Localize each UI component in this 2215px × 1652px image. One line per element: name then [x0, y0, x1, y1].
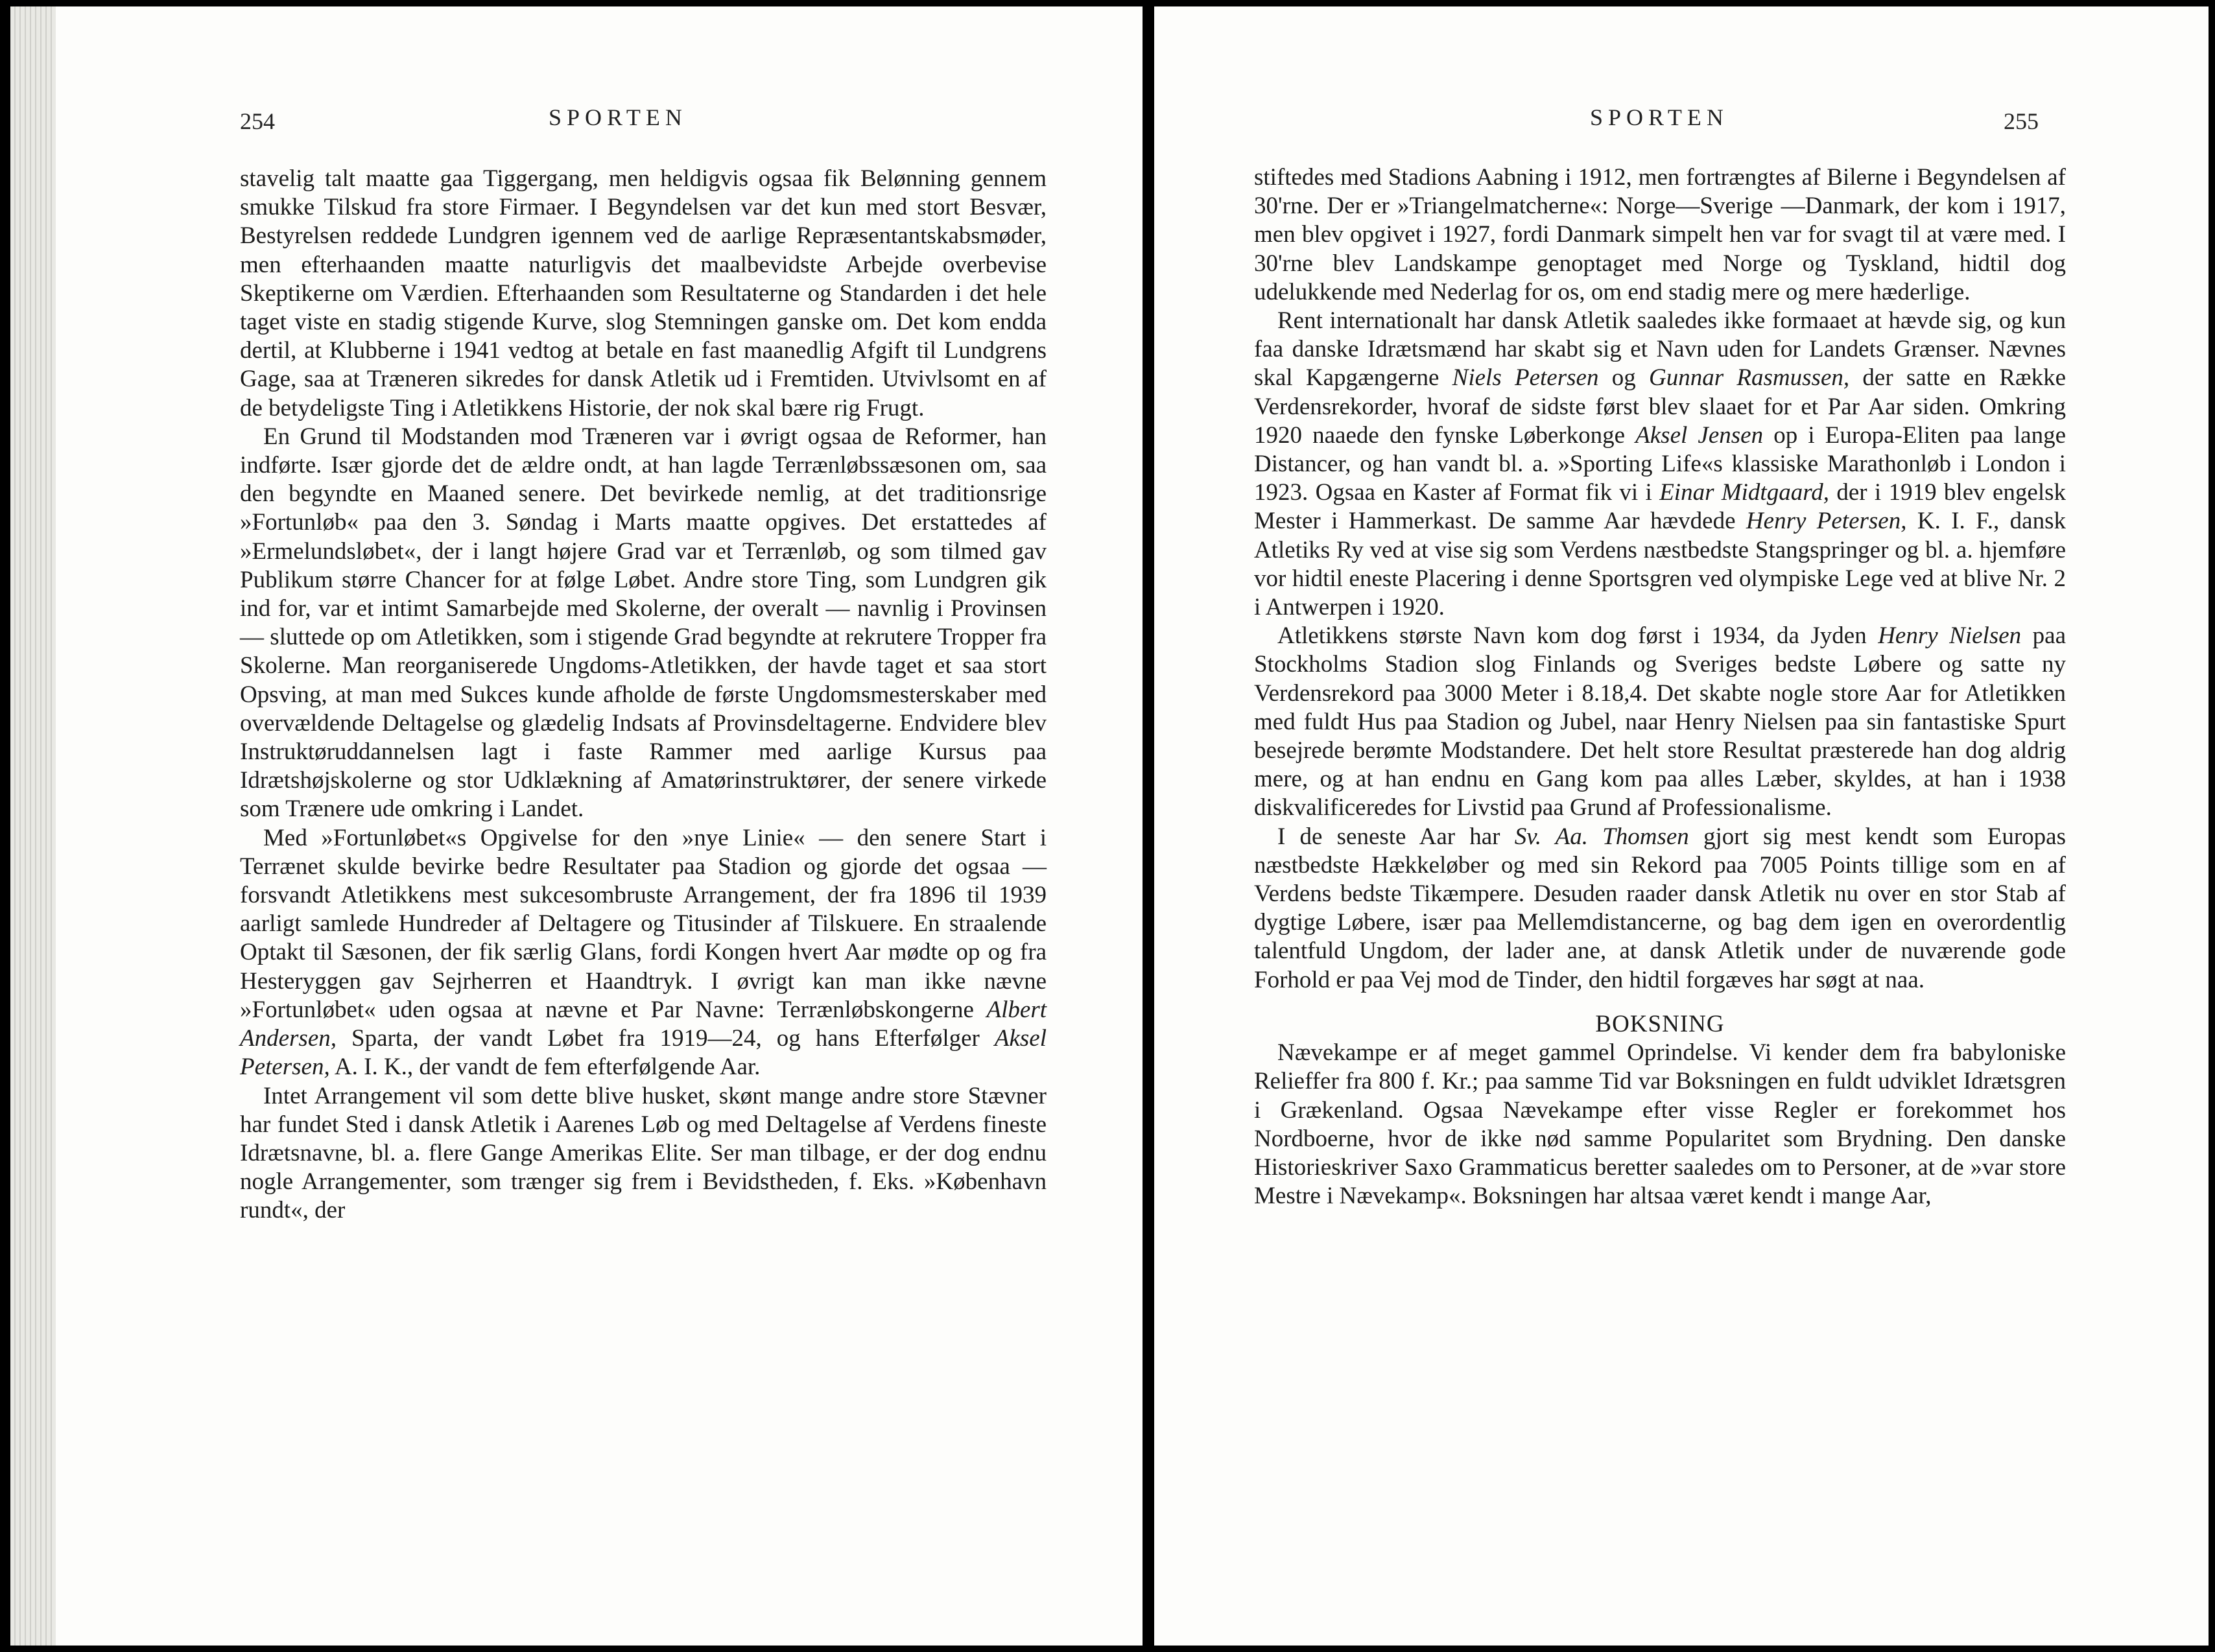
- text-run: gjort sig mest kendt som Europas næstbedste Hækkeløber og med sin Rekord paa 7005 Points tillige som en af Verdens bedste Tikæmpere. Desuden raader dansk Atletik nu over en stor Stab af dygtige Løbere, især paa Mellemdistancerne, og bag dem igen en overordentlig talentfuld Ungdom, der lader ane, at dansk Atletik under de nuværende gode Forhold er paa Vej mod de Tinder, den hidtil forgæves har søgt at naa.: [1254, 823, 2066, 993]
- italic-name: Henry Nielsen: [1878, 622, 2022, 650]
- text-run: stavelig talt maatte gaa Tiggergang, men heldigvis ogsaa fik Belønning gennem smukke Tilskud fra store Firmaer. I Begyndelsen var det kun med stort Besvær, Bestyrelsen reddede Lundgren igennem ved de aarlige Repræsentantskabsmøder, men efterhaanden maatte naturligvis det maalbevidste Arbejde overbevise Skeptikerne om Værdien. Efterhaanden som Resultaterne og Standarden i det hele taget viste en stadig stigende Kurve, slog Stemningen ganske om. Det kom endda dertil, at Klubberne i 1941 vedtog at betale en fast maanedlig Afgift til Lundgrens Gage, saa at Træneren sikredes for dansk Atletik ud i Fremtiden. Utvivlsomt en af de betydeligste Ting i Atletikkens Historie, der nok skal bære rig Frugt.: [240, 165, 1047, 421]
- italic-name: Albert Andersen,: [240, 996, 1047, 1052]
- text-run: A. I. K., der vandt de fem efterfølgende Aar.: [329, 1054, 761, 1081]
- italic-name: Einar Midtgaard,: [1659, 479, 1829, 506]
- paragraph: [1254, 823, 2066, 995]
- text-run: K. I. F., dansk Atletiks Ry ved at vise sig som Verdens næstbedste Stangspringer og bl. a. hjemføre vor hidtil eneste Placering i denne Sportsgren ved olympiske Lege ved at blive Nr. 2 i Antwerpen i 1920.: [1254, 508, 2066, 621]
- text-run: I de seneste Aar har: [1277, 823, 1515, 850]
- paragraph: [240, 165, 1047, 423]
- right-page: [1154, 6, 2209, 1646]
- page-number-right: 255: [2004, 108, 2039, 134]
- running-head-left: SPORTEN: [549, 104, 687, 130]
- text-run: Sparta, der vandt Løbet fra 1919—24, og hans Efterfølger: [337, 1025, 995, 1052]
- text-run: Nævekampe er af meget gammel Oprindelse. Vi kender dem fra babyloniske Relieffer fra 800 f. Kr.; paa samme Tid var Boksningen en fuldt udviklet Idrætsgren i Grækenland. Ogsaa Nævekampe efter visse Regler er forekommet hos Nordboerne, hvor de ikke nød samme Popularitet som Brydning. Den danske Historieskriver Saxo Grammaticus beretter saaledes om to Personer, at de »var store Mestre i Nævekamp«. Boksningen har altsaa været kendt i mange Aar,: [1254, 1039, 2066, 1210]
- text-run: der satte en Række Verdensrekorder, hvoraf de sidste først blev slaaet for et Par Aar siden. Omkring 1920 naaede den fynske Løberkonge: [1254, 364, 2067, 449]
- text-run: op i Europa-Eliten paa lange Distancer, og han vandt bl. a. »Sporting Life«s klassiske Marathonløb i London i 1923. Ogsaa en Kaster af Format fik vi i: [1254, 421, 2066, 506]
- text-run: der i 1919 blev engelsk Mester i Hammerkast. De samme Aar hævdede: [1254, 479, 2067, 535]
- paragraph: [240, 423, 1047, 824]
- text-run: En Grund til Modstanden mod Træneren var i øvrigt ogsaa de Reformer, han indførte. Især gjorde det de ældre ondt, at han lagde Terrænløbssæsonen om, saa den begyndte en Maaned senere. Det bevirkede nemlig, at det traditionsrige »Fortunløb« paa den 3. Søndag i Marts maatte opgives. Det erstattedes af »Ermelundsløbet«, der i langt højere Grad var et Terrænløb, og som tilmed gav Publikum større Chancer for at følge Løbet. Andre store Ting, som Lundgren gik ind for, var et intimt Samarbejde med Skolerne, der overalt — navnlig i Provinsen — sluttede op om Atletikken, som i stigende Grad begyndte at rekrutere Tropper fra Skolerne. Man reorganiserede Ungdoms-Atletikken, der havde taget et saa stort Opsving, at man med Sukces kunde afholde de første Ungdomsmesterskaber med overvældende Deltagelse og glædelig Indsats af Provinsdeltagerne. Endvidere blev Instruktøruddannelsen lagt i faste Rammer med aarlige Kursus paa Idrætshøjskolerne og stor Udklækning af Amatørinstruktører, der senere virkede som Trænere ude omkring i Landet.: [240, 423, 1047, 823]
- italic-name: Sv. Aa. Thomsen: [1514, 823, 1689, 850]
- left-page: [10, 6, 1143, 1646]
- right-body-text: [1254, 163, 2066, 1210]
- text-run: Intet Arrangement vil som dette blive husket, skønt mange andre store Stævner har fundet Sted i dansk Atletik i Aarenes Løb og med Deltagelse af Verdens fineste Idrætsnavne, bl. a. flere Gange Amerikas Elite. Ser man tilbage, er der dog endnu nogle Arrangementer, som trænger sig frem i Bevidstheden, f. Eks. »København rundt«, der: [240, 1082, 1047, 1224]
- paragraph: [240, 824, 1047, 1082]
- paragraph: [1254, 307, 2066, 622]
- italic-name: Aksel Petersen,: [240, 1025, 1047, 1081]
- page-number-left: 254: [240, 108, 275, 134]
- italic-name: Gunnar Rasmussen,: [1649, 364, 1850, 392]
- left-body-text: [240, 165, 1047, 1225]
- text-run: Rent internationalt har dansk Atletik saaledes ikke formaaet at hævde sig, og kun faa danske Idrætsmænd har skabt sig et Navn uden for Landets Grænser. Nævnes skal Kapgængerne: [1254, 307, 2066, 392]
- paragraph: [1254, 622, 2066, 822]
- section-heading: BOKSNING: [1595, 1010, 1725, 1037]
- paragraph: [240, 1082, 1047, 1225]
- paragraph: [1254, 1039, 2066, 1210]
- running-head-right: SPORTEN: [1590, 104, 1729, 130]
- text-run: Med »Fortunløbet«s Opgivelse for den »nye Linie« — den senere Start i Terrænet skulde bevirke bedre Resultater paa Stadion og gjorde det ogsaa — forsvandt Atletikkens mest sukcesombruste Arrangement, der fra 1896 til 1939 aarligt samlede Hundreder af Deltagere og Titusinder af Tilskuere. En straalende Optakt til Sæsonen, der fik særlig Glans, fordi Kongen hvert Aar mødte op og fra Hesteryggen gav Sejrherren et Haandtryk. I øvrigt kan man ikke nævne »Fortunløbet« uden ogsaa at nævne et Par Navne: Terrænløbskongerne: [240, 824, 1047, 1023]
- text-run: Atletikkens største Navn kom dog først i 1934, da Jyden: [1277, 622, 1878, 650]
- text-run: og: [1598, 364, 1650, 392]
- italic-name: Henry Petersen,: [1746, 508, 1907, 535]
- text-run: paa Stockholms Stadion slog Finlands og Sveriges bedste Løbere og satte ny Verdensrekord paa 3000 Meter i 8.18,4. Det skabte nogle store Aar for Atletikken med fuldt Hus paa Stadion og Jubel, naar Henry Nielsen paa sin fantastiske Spurt besejrede berømte Modstandere. Det helt store Resultat præsterede han dog aldrig mere, og at han endnu en Gang kom paa alles Læber, skyldes, at han i 1938 diskvalificeredes for Livstid paa Grund af Professionalisme.: [1254, 622, 2066, 821]
- italic-name: Aksel Jensen: [1635, 421, 1764, 449]
- text-run: stiftedes med Stadions Aabning i 1912, men fortrængtes af Bilerne i Begyndelsen af 30'rne. Der er »Triangelmatcherne«: Norge—Sverige —Danmark, der kom i 1917, men blev opgivet i 1927, fordi Danmark simpelt hen var for svagt til at være med. I 30'rne blev Landskampe genoptaget med Norge og Tyskland, hidtil dog udelukkende med Nederlag for os, om end stadig mere og mere hæderlige.: [1254, 164, 2066, 305]
- italic-name: Niels Petersen: [1452, 364, 1599, 392]
- page-edges: [10, 6, 56, 1646]
- paragraph: [1254, 163, 2066, 307]
